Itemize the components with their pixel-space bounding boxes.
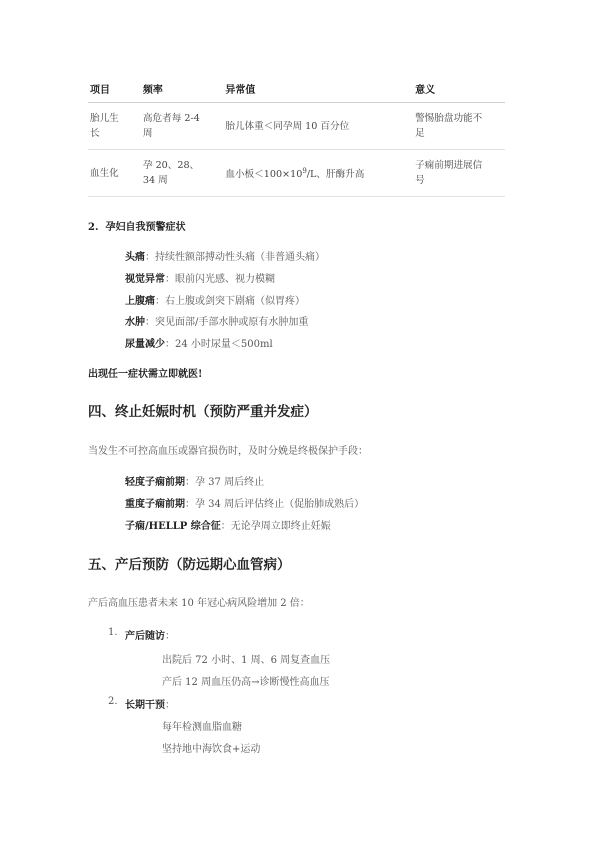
cell-text: 足 [415, 128, 425, 139]
sub-item: 产后 12 周血压仍高→诊断慢性高血压 [162, 677, 330, 688]
item-label: 重度子痫前期 [125, 499, 185, 510]
cell-text: 长 [90, 128, 100, 139]
symptom-label: 水肿 [125, 317, 145, 328]
termination-item [125, 473, 264, 488]
section-4-intro: 当发生不可控高血压或器官损伤时，及时分娩是终极保护手段： [88, 446, 368, 457]
termination-item [125, 517, 331, 532]
header-meaning: 意义 [413, 74, 505, 103]
termination-item [125, 495, 364, 510]
symptom-label: 视觉异常 [125, 274, 165, 285]
superscript: 9 [302, 166, 307, 175]
table-header-row [88, 74, 505, 103]
header-abnormal: 异常值 [223, 74, 413, 103]
table-cell-meaning [413, 103, 505, 150]
list-label [125, 696, 175, 711]
alert-text: 出现任一症状需立即就医! [88, 369, 203, 380]
table-cell-abnormal: 胎儿体重＜同孕周 10 百分位 [223, 103, 413, 150]
symptom-item [125, 313, 308, 328]
symptom-label: 头痛 [125, 252, 145, 263]
sub-item: 坚持地中海饮食+运动 [162, 744, 261, 755]
symptom-text: ：24 小时尿量＜500ml [165, 339, 273, 350]
cell-text: 警惕胎盘功能不 [415, 113, 483, 124]
symptom-label: 上腹痛 [125, 296, 155, 307]
table-cell-frequency [141, 103, 223, 150]
item-text: ：孕 37 周后终止 [185, 477, 265, 488]
table-row [88, 103, 505, 150]
symptom-label: 尿量减少 [125, 339, 165, 350]
cell-text: 周 [142, 128, 153, 139]
item-label: 轻度子痫前期 [125, 477, 185, 488]
section-2-heading [88, 218, 185, 233]
sub-item: 每年检测血脂血糖 [162, 722, 242, 733]
table-row [88, 150, 505, 197]
cell-text: 34 周 [142, 175, 168, 186]
symptom-text: ：眼前闪光感、视力模糊 [165, 274, 275, 285]
section-5-heading: 五、产后预防（防远期心血管病） [88, 557, 291, 573]
section-5-intro: 产后高血压患者未来 10 年冠心病风险增加 2 倍： [88, 598, 310, 609]
cell-text: 孕 20、28、 [142, 160, 200, 171]
heading-number: 2. [88, 222, 99, 233]
table-cell-item: 血生化 [88, 150, 141, 197]
label-text: 产后随访 [125, 631, 165, 642]
cell-text: 子痫前期进展信 [415, 160, 483, 171]
symptom-item [125, 248, 325, 263]
item-text: ：无论孕周立即终止妊娠 [220, 521, 331, 532]
cell-text: 胎儿生 [90, 113, 119, 124]
item-text: ：孕 34 周后评估终止（促胎肺成熟后） [185, 499, 365, 510]
section-4-heading: 四、终止妊娠时机（预防严重并发症） [88, 404, 318, 420]
symptom-text: ：突见面部/手部水肿或原有水肿加重 [145, 317, 309, 328]
header-frequency: 频率 [141, 74, 223, 103]
label-text: 长期干预 [125, 700, 165, 711]
table-cell-meaning [413, 150, 505, 197]
cell-text: 高危者每 2-4 [142, 113, 200, 124]
symptom-item [125, 292, 305, 307]
table-cell-frequency [141, 150, 223, 197]
symptom-text: ：右上腹或剑突下剧痛（似胃疼） [155, 296, 305, 307]
cell-text: 血小板＜100×10 [225, 169, 303, 181]
heading-text: 孕妇自我预警症状 [105, 222, 186, 233]
cell-text: 号 [415, 175, 425, 186]
label-colon: ： [165, 700, 175, 711]
symptom-text: ：持续性额部搏动性头痛（非普通头痛） [145, 252, 325, 263]
symptom-item [125, 335, 273, 350]
list-number: 1. [108, 627, 118, 638]
list-number: 2. [108, 696, 118, 707]
monitoring-table [88, 74, 505, 197]
table-cell-item [88, 103, 141, 150]
cell-text: /L、肝酶升高 [306, 169, 365, 181]
table-cell-abnormal [223, 150, 413, 197]
label-colon: ： [165, 631, 175, 642]
header-item: 项目 [88, 74, 141, 103]
list-label [125, 627, 175, 642]
symptom-item [125, 270, 275, 285]
item-label: 子痫/HELLP 综合征 [125, 521, 221, 532]
sub-item: 出院后 72 小时、1 周、6 周复查血压 [162, 655, 331, 666]
